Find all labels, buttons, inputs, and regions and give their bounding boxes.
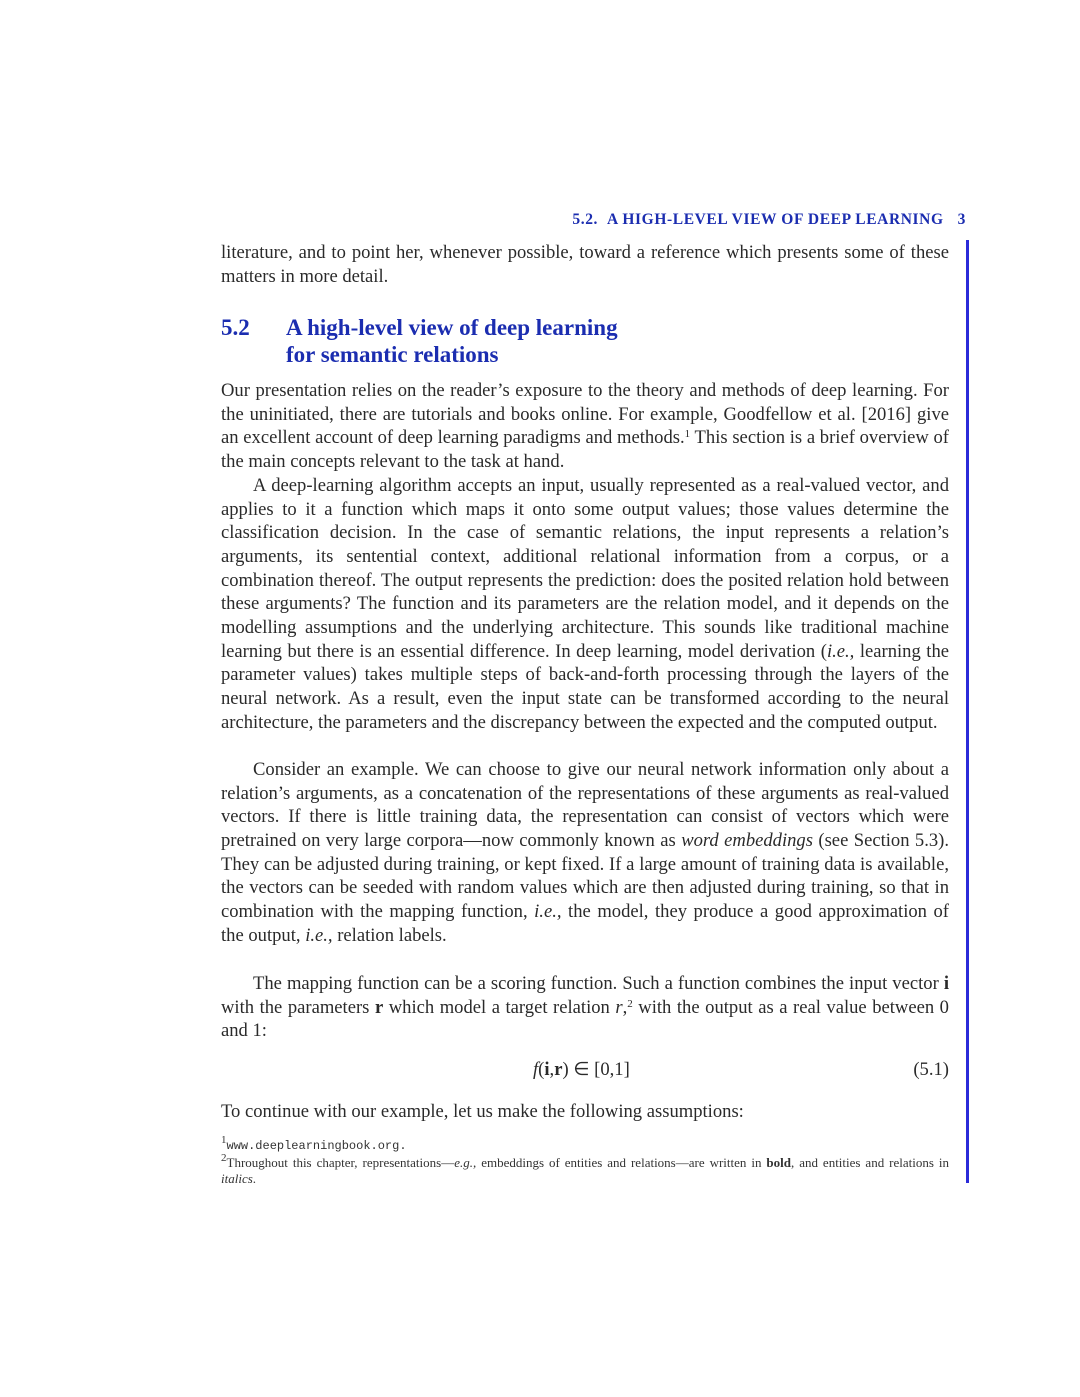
footnote-ref-1: 1 <box>684 428 691 441</box>
eq-f: f <box>533 1059 539 1080</box>
body-paragraph-1 <box>221 379 949 474</box>
p4-text-d: , <box>622 996 628 1018</box>
body-paragraph-2 <box>221 474 949 734</box>
body-paragraph-5: To continue with our example, let us make the following assumptions: <box>221 1101 744 1122</box>
equation-formula <box>533 1059 630 1081</box>
p4-text-c: which model a target relation <box>383 996 616 1018</box>
p3-term: word embeddings <box>681 829 813 851</box>
p1-text-b: This section is a brief overview of the main concepts relevant to the task at hand. <box>221 427 949 472</box>
p4-relation-r: r <box>615 996 623 1018</box>
section-title <box>286 314 706 368</box>
fn2-text-b: embeddings of entities and relations—are written in <box>476 1154 767 1170</box>
p4-text-a: The mapping function can be a scoring function. Such a function combines the input vector <box>253 973 944 994</box>
fn2-eg: e.g., <box>454 1154 477 1170</box>
p4-vector-r: r <box>374 996 384 1018</box>
eq-close: ) <box>562 1059 569 1080</box>
p3-text-d: relation labels. <box>332 924 447 946</box>
fn2-bold: bold <box>766 1154 791 1170</box>
p4-vector-i: i <box>943 973 949 994</box>
eq-comma: , <box>549 1059 555 1080</box>
fn2-text-a: Throughout this chapter, representations— <box>226 1154 455 1170</box>
section-title-line1: A high-level view of deep learning <box>286 315 618 340</box>
fn2-italics: italics <box>221 1171 253 1186</box>
footnote-2-mark: 2 <box>221 1151 227 1164</box>
section-title-line2: for semantic relations <box>286 342 499 367</box>
p2-text-b: learning the parameter values) takes multiple steps of back-and-forth processing through the layers of the neural network. As a result, even the input state can be transformed according to the neural architecture, the parameters and the discrepancy between the expected and the computed output. <box>221 640 949 733</box>
p4-text-e: with the output as a real value between 0 and 1: <box>221 996 949 1042</box>
footnote-ref-2: 2 <box>627 997 633 1010</box>
section-number: 5.2 <box>221 315 250 340</box>
p3-ie-1: i.e., <box>534 900 562 922</box>
intro-paragraph: literature, and to point her, whenever possible, toward a reference which presents some of these matters in more detail. <box>221 242 949 287</box>
equation-number: (5.1) <box>913 1059 949 1080</box>
p4-text-b: with the parameters <box>221 996 375 1018</box>
p2-ie: i.e., <box>826 640 855 662</box>
p3-ie-2: i.e., <box>305 924 333 946</box>
equation <box>221 1059 949 1085</box>
eq-rest: ∈ [0,1] <box>568 1059 630 1080</box>
p3-text-a: Consider an example. We can choose to give our neural network information only about a relation’s arguments, as a concatenation of the representations of these arguments as real-valued vectors. If there is little training data, the representation can consist of vectors which were pretrained on very large corpora—now commonly known as <box>221 759 949 851</box>
fn2-text-c: , and entities and relations in <box>791 1154 949 1170</box>
running-head-title: A HIGH-LEVEL VIEW OF DEEP LEARNING <box>606 211 944 228</box>
margin-change-bar <box>966 240 969 1183</box>
p2-text-a: A deep-learning algorithm accepts an input, usually represented as a real-valued vector, and applies to it a function which maps it onto some output values; those values determine the classification decision. In the case of semantic relations, the input represents a relation’s arguments, its sentential context, additional relational information from a corpus, or a combination thereof. The output represents the prediction: does the posited relation hold between these arguments? The function and its parameters are the relation model, and it depends on the modelling assumptions and the underlying architecture. This sounds like traditional machine learning but there is an essential difference. In deep learning, model derivation ( <box>221 475 949 662</box>
footnote-1 <box>221 1134 949 1155</box>
body-paragraph-3 <box>221 758 949 947</box>
running-head <box>470 211 966 229</box>
footnote-2 <box>221 1151 949 1188</box>
footnote-1-mark: 1 <box>221 1134 227 1146</box>
page-number: 3 <box>957 211 966 228</box>
eq-i: i <box>544 1059 550 1080</box>
eq-r: r <box>554 1059 563 1080</box>
p3-text-b: (see Section 5.3). They can be adjusted during training, or kept fixed. If a large amount of training data is available, the vectors can be seeded with random values which are then adjusted during training, so that in combination with the mapping function, <box>221 829 950 922</box>
p3-text-c: the model, they produce a good approximation of the output, <box>221 900 949 946</box>
fn2-text-d: . <box>252 1171 257 1186</box>
footnote-1-link[interactable]: www.deeplearningbook.org. <box>226 1139 407 1153</box>
footnotes <box>221 1134 949 1188</box>
body-paragraph-4 <box>221 972 949 1043</box>
p1-text-a: Our presentation relies on the reader’s exposure to the theory and methods of deep learning. For the uninitiated, there are tutorials and books online. For example, Goodfellow et al. [2016] give an excellent account of deep learning paradigms and methods. <box>221 380 949 449</box>
running-head-section: 5.2. <box>572 211 599 228</box>
eq-open: ( <box>538 1059 545 1080</box>
